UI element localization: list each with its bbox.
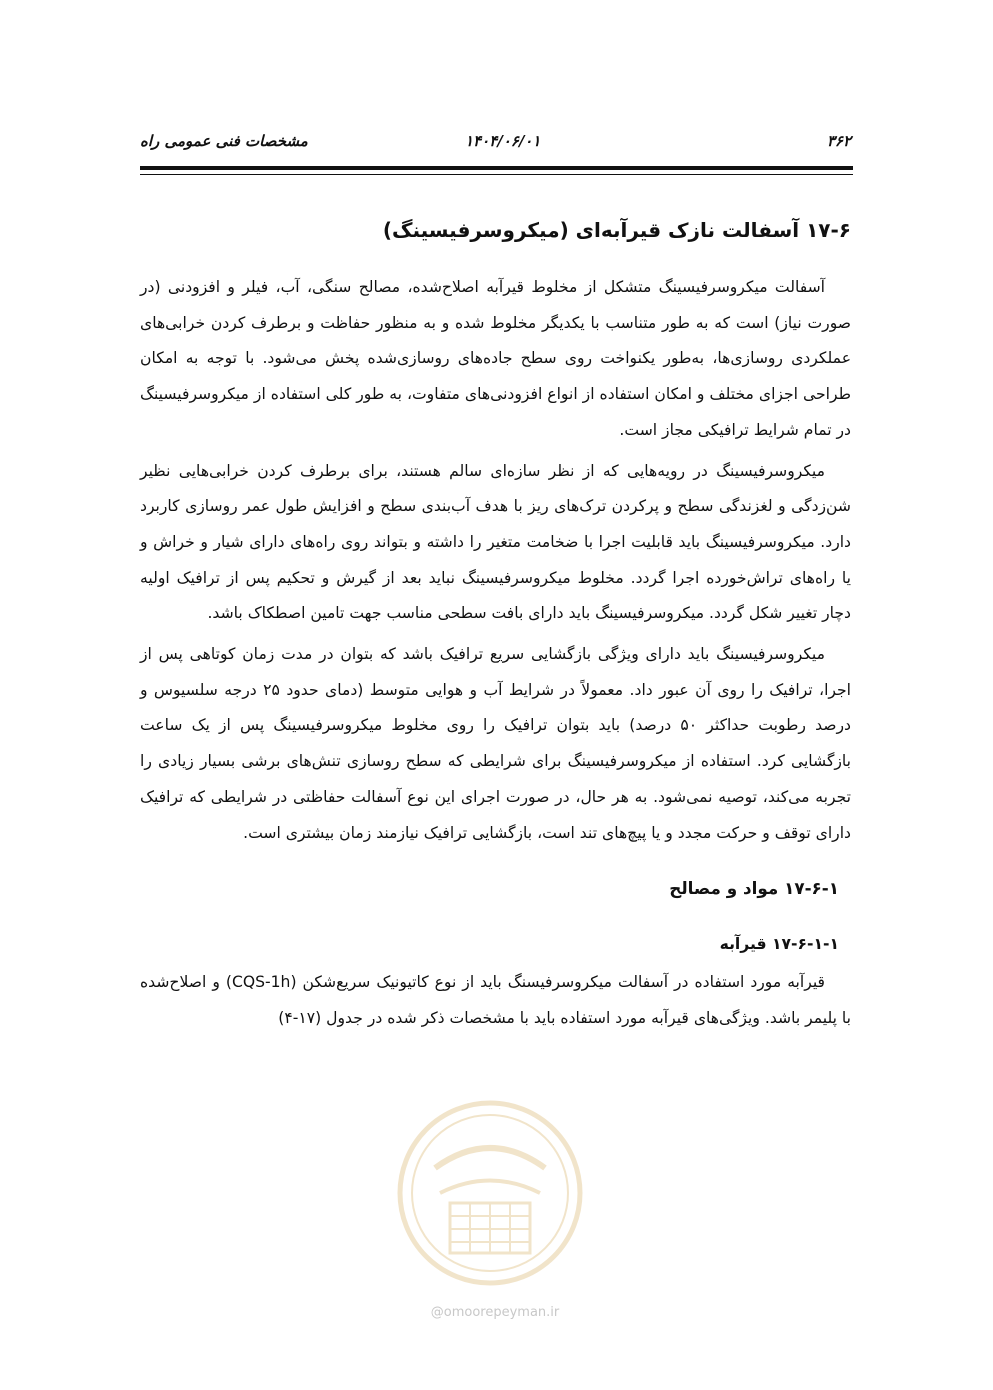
page-header xyxy=(140,128,853,158)
page-number: ۳۶۲ xyxy=(826,132,851,150)
paragraph-application: میکروسرفیسینگ در رویه‌هایی که از نظر سازه‌ای سالم هستند، برای برطرف کردن خرابی‌هایی نظیر شن‌زدگی و لغزندگی سطح و پرکردن ترک‌های ریز با هدف آب‌بندی سطح و افزایش طول عمر روسازی کاربرد دارد. میکروسرفیسینگ باید قابلیت اجرا با ضخامت متغیر را داشته و بتواند روی راه‌های دارای شیار و خراش و یا راه‌های تراش‌خورده اجرا گردد. مخلوط میکروسرفیسینگ نباید بعد از گیرش و تحکیم پس از ترافیک اولیه دچار تغییر شکل گردد. میکروسرفیسینگ باید دارای بافت سطحی مناسب جهت تامین اصطکاک باشد. xyxy=(140,461,851,623)
header-rule-thin xyxy=(140,174,853,175)
page-content xyxy=(140,212,851,1042)
subsection-title: ۱۷-۶-۱ مواد و مصالح xyxy=(669,878,839,899)
paragraph-definition: آسفالت میکروسرفیسینگ متشکل از مخلوط قیرآبه اصلاح‌شده، مصالح سنگی، آب، فیلر و افزودنی (در صورت نیاز) است که به طور متناسب با یکدیگر مخلوط شده و به منظور حفاظت و برطرف کردن خرابی‌های عملکردی روسازی‌ها، به‌طور یکنواخت روی سطح جاده‌های روسازی‌شده پخش می‌شود. با توجه به امکان طراحی اجزای مختلف و امکان استفاده از انواع افزودنی‌های متفاوت، به طور کلی استفاده از میکروسرفیسینگ در تمام شرایط ترافیکی مجاز است. xyxy=(140,278,851,439)
book-title: مشخصات فنی عمومی راه xyxy=(140,132,308,150)
watermark-logo xyxy=(395,1098,585,1288)
watermark-url: @omoorepeyman.ir xyxy=(430,1305,560,1320)
subsubsection-title: ۱۷-۶-۱-۱ قیرآبه xyxy=(719,935,839,954)
paragraph-traffic-opening: میکروسرفیسینگ باید دارای ویژگی بازگشایی سریع ترافیک باشد که بتوان در مدت زمان کوتاهی پس از اجرا، ترافیک را روی آن عبور داد. معمولاً در شرایط آب و هوایی متوسط (دمای حدود ۲۵ درجه سلسیوس و درصد رطوبت حداکثر ۵۰ درصد) باید بتوان ترافیک را روی مخلوط میکروسرفیسینگ پس از یک ساعت بازگشایی کرد. استفاده از میکروسرفیسینگ برای شرایطی که سطح روسازی تنش‌های برشی بسیار زیادی را تجربه می‌کند، توصیه نمی‌شود. به هر حال، در صورت اجرای این نوع آسفالت حفاظتی در شرایطی که ترافیک دارای توقف و حرکت مجدد و یا پیچ‌های تند است، بازگشایی ترافیک نیازمند زمان بیشتری است. xyxy=(140,645,851,842)
header-rule-thick xyxy=(140,166,853,170)
section-title: ۱۷-۶ آسفالت نازک قیرآبه‌ای (میکروسرفیسینگ) xyxy=(382,218,851,242)
paragraph-emulsion: قیرآبه مورد استفاده در آسفالت میکروسرفیسنگ باید از نوع کاتیونیک سریع‌شکن (CQS-1h) و اصلاح‌شده با پلیمر باشد. ویژگی‌های قیرآبه مورد استفاده باید با مشخصات ذکر شده در جدول (۱۷-۴) xyxy=(140,973,851,1027)
header-date: ۱۴۰۴/۰۶/۰۱ xyxy=(465,132,541,150)
